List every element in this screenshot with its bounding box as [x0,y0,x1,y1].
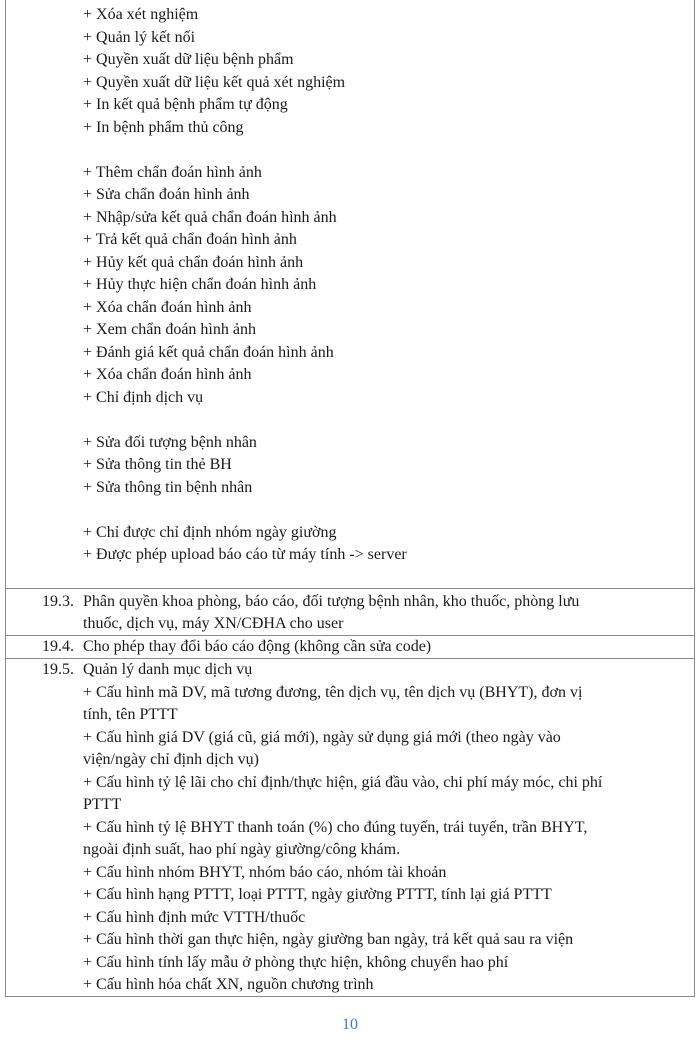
list-item: + Cấu hình giá DV (giá cũ, giá mới), ngày sử dụng giá mới (theo ngày vào [83,729,561,746]
list-item: + Xóa chẩn đoán hình ảnh [83,299,252,316]
row-divider [5,588,695,589]
row-number: 19.4. [42,638,74,655]
row-text: thuốc, dịch vụ, máy XN/CĐHA cho user [83,615,344,632]
list-item: + Cấu hình hóa chất XN, nguồn chương trình [83,976,374,993]
row-divider [5,635,695,636]
list-item: viện/ngày chỉ định dịch vụ) [83,751,259,768]
list-item: + Cấu hình hạng PTTT, loại PTTT, ngày giường PTTT, tính lại giá PTTT [83,886,552,903]
list-item: + Sửa chẩn đoán hình ảnh [83,186,250,203]
list-item: + Xem chẩn đoán hình ảnh [83,321,256,338]
row-title: Quản lý danh mục dịch vụ [83,661,253,678]
list-item: + Chỉ định dịch vụ [83,389,204,406]
list-item: + Nhập/sửa kết quả chẩn đoán hình ảnh [83,209,337,226]
list-item: + Thêm chẩn đoán hình ảnh [83,164,262,181]
list-item: + Hủy thực hiện chẩn đoán hình ảnh [83,276,317,293]
list-item: + Quản lý kết nối [83,29,196,46]
list-item: + In bệnh phẩm thủ công [83,119,244,136]
row-divider [5,658,695,659]
list-item: + Trả kết quả chẩn đoán hình ảnh [83,231,297,248]
page-number: 10 [342,1016,358,1033]
list-item: + Cấu hình nhóm BHYT, nhóm báo cáo, nhóm tài khoản [83,864,447,881]
row-number: 19.3. [42,593,74,610]
list-item: + Quyền xuất dữ liệu kết quả xét nghiệm [83,74,346,91]
list-item: + In kết quả bệnh phẩm tự động [83,96,288,113]
row-text: Phân quyền khoa phòng, báo cáo, đối tượng bệnh nhân, kho thuốc, phòng lưu [83,593,580,610]
list-item: + Cấu hình thời gan thực hiện, ngày giường ban ngày, trả kết quả sau ra viện [83,931,574,948]
list-item: + Quyền xuất dữ liệu bệnh phẩm [83,51,294,68]
list-item: + Xóa chẩn đoán hình ảnh [83,366,252,383]
list-item: + Sửa thông tin bệnh nhân [83,479,253,496]
list-item: ngoài định suất, hao phí ngày giường/công khám. [83,841,401,858]
list-item: + Cấu hình mã DV, mã tương đương, tên dịch vụ, tên dịch vụ (BHYT), đơn vị [83,684,583,701]
row-text: Cho phép thay đổi báo cáo động (không cần sửa code) [83,638,432,655]
list-item: + Sửa thông tin thẻ BH [83,456,232,473]
list-item: + Cấu hình tỷ lệ BHYT thanh toán (%) cho đúng tuyến, trái tuyến, trần BHYT, [83,819,588,836]
table-bottom-border [5,996,695,997]
list-item: tính, tên PTTT [83,706,178,723]
row-number: 19.5. [42,661,74,678]
list-item: + Cấu hình tỷ lệ lãi cho chỉ định/thực hiện, giá đầu vào, chi phí máy móc, chi phí [83,774,603,791]
list-item: + Cấu hình tính lấy mẫu ở phòng thực hiện, không chuyển hao phí [83,954,509,971]
list-item: + Xóa xét nghiệm [83,6,199,23]
list-item: + Chỉ được chỉ định nhóm ngày giường [83,524,337,541]
list-item: + Sửa đối tượng bệnh nhân [83,434,257,451]
list-item: + Cấu hình định mức VTTH/thuốc [83,909,306,926]
list-item: PTTT [83,796,122,813]
list-item: + Được phép upload báo cáo từ máy tính -> server [83,546,407,563]
list-item: + Đánh giá kết quả chẩn đoán hình ảnh [83,344,334,361]
list-item: + Hủy kết quả chẩn đoán hình ảnh [83,254,304,271]
